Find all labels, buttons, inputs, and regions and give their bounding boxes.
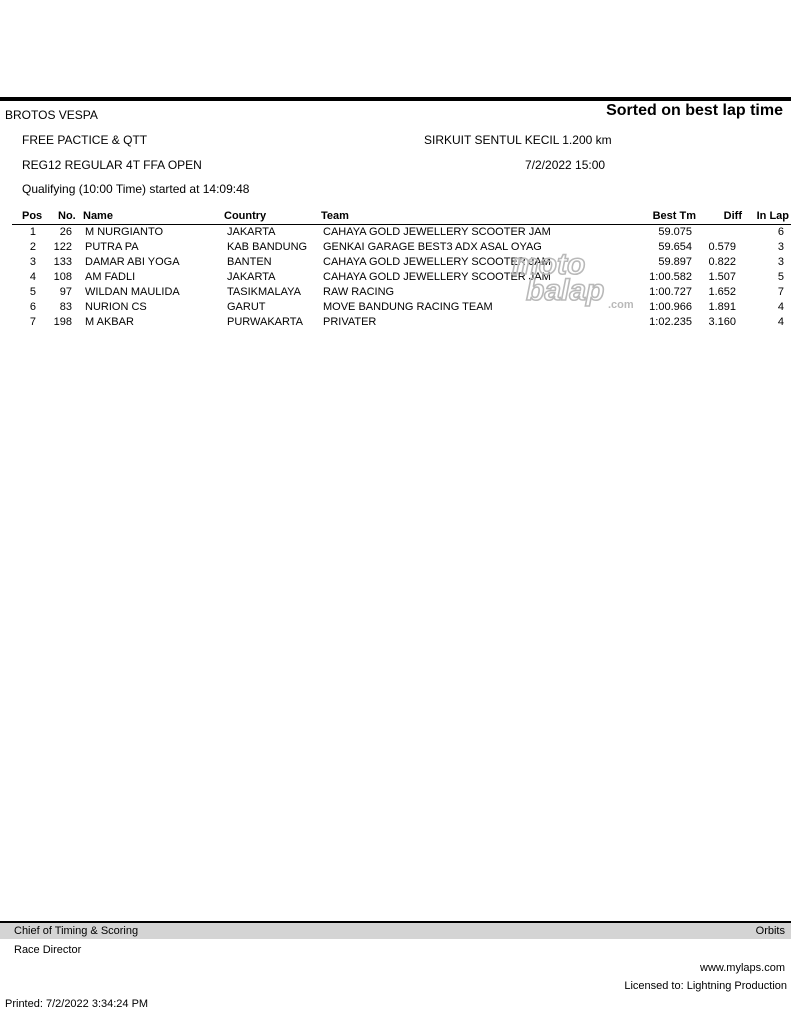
- cell-country: GARUT: [227, 301, 266, 313]
- cell-country: KAB BANDUNG: [227, 241, 308, 253]
- col-best: Best Tm: [652, 210, 696, 222]
- cell-team: PRIVATER: [323, 316, 377, 328]
- cell-pos: 2: [29, 241, 36, 253]
- cell-no: 108: [53, 271, 72, 283]
- watermark-suffix: .com: [608, 299, 634, 310]
- cell-diff: 1.507: [708, 271, 736, 283]
- col-team: Team: [321, 210, 349, 222]
- cell-country: JAKARTA: [227, 226, 276, 238]
- col-no: No.: [58, 210, 76, 222]
- licensed-to: Licensed to: Lightning Production: [624, 980, 787, 992]
- cell-diff: 3.160: [708, 316, 736, 328]
- chief-of-timing: Chief of Timing & Scoring: [14, 925, 139, 937]
- table-row: [0, 316, 791, 331]
- cell-best: 59.654: [658, 241, 692, 253]
- cell-best: 59.075: [658, 226, 692, 238]
- table-header: [0, 210, 791, 224]
- table-row: [0, 286, 791, 301]
- cell-inlap: 3: [777, 256, 784, 268]
- cell-team: CAHAYA GOLD JEWELLERY SCOOTER JAM: [323, 271, 551, 283]
- cell-no: 26: [59, 226, 72, 238]
- cell-inlap: 4: [777, 301, 784, 313]
- website-link[interactable]: www.mylaps.com: [700, 962, 785, 974]
- col-inlap: In Lap: [756, 210, 789, 222]
- cell-inlap: 4: [777, 316, 784, 328]
- table-row: [0, 241, 791, 256]
- cell-no: 198: [53, 316, 72, 328]
- cell-pos: 5: [29, 286, 36, 298]
- col-pos: Pos: [22, 210, 43, 222]
- cell-inlap: 7: [777, 286, 784, 298]
- cell-best: 1:00.727: [649, 286, 692, 298]
- race-director: Race Director: [14, 944, 82, 956]
- cell-pos: 3: [29, 256, 36, 268]
- top-rule: [0, 97, 791, 101]
- cell-country: JAKARTA: [227, 271, 276, 283]
- circuit-name: SIRKUIT SENTUL KECIL 1.200 km: [424, 133, 612, 147]
- cell-best: 1:02.235: [649, 316, 692, 328]
- cell-country: TASIKMALAYA: [227, 286, 301, 298]
- printed-timestamp: Printed: 7/2/2022 3:34:24 PM: [5, 998, 149, 1010]
- cell-team: MOVE BANDUNG RACING TEAM: [323, 301, 493, 313]
- cell-pos: 1: [29, 226, 36, 238]
- sort-label: Sorted on best lap time: [606, 102, 783, 119]
- cell-inlap: 5: [777, 271, 784, 283]
- cell-pos: 4: [29, 271, 36, 283]
- table-row: [0, 271, 791, 286]
- cell-inlap: 6: [777, 226, 784, 238]
- cell-team: CAHAYA GOLD JEWELLERY SCOOTER JAM: [323, 256, 551, 268]
- cell-no: 83: [59, 301, 72, 313]
- table-row: [0, 226, 791, 241]
- cell-name: NURION CS: [85, 301, 147, 313]
- session-datetime: 7/2/2022 15:00: [525, 158, 606, 172]
- cell-no: 122: [53, 241, 72, 253]
- cell-diff: 0.822: [708, 256, 736, 268]
- table-row: [0, 301, 791, 316]
- class-name: REG12 REGULAR 4T FFA OPEN: [22, 158, 202, 172]
- watermark-line2: balap: [526, 274, 605, 307]
- session-name: FREE PACTICE & QTT: [22, 133, 148, 147]
- cell-country: BANTEN: [227, 256, 272, 268]
- cell-best: 1:00.582: [649, 271, 692, 283]
- cell-name: WILDAN MAULIDA: [85, 286, 180, 298]
- orbits-label: Orbits: [755, 925, 785, 937]
- header-rule: [12, 224, 791, 225]
- cell-no: 133: [53, 256, 72, 268]
- table-row: [0, 256, 791, 271]
- watermark-logo: [508, 244, 644, 310]
- col-diff: Diff: [723, 210, 742, 222]
- cell-country: PURWAKARTA: [227, 316, 303, 328]
- cell-best: 1:00.966: [649, 301, 692, 313]
- col-country: Country: [224, 210, 267, 222]
- cell-team: GENKAI GARAGE BEST3 ADX ASAL OYAG: [323, 241, 542, 253]
- watermark-line1: moto: [512, 248, 586, 281]
- cell-diff: 0.579: [708, 241, 736, 253]
- cell-name: PUTRA PA: [85, 241, 139, 253]
- cell-name: DAMAR ABI YOGA: [85, 256, 180, 268]
- cell-no: 97: [59, 286, 72, 298]
- cell-diff: 1.652: [708, 286, 736, 298]
- event-name: BROTOS VESPA: [5, 108, 98, 122]
- cell-team: CAHAYA GOLD JEWELLERY SCOOTER JAM: [323, 226, 551, 238]
- results-table: [0, 226, 791, 331]
- cell-inlap: 3: [777, 241, 784, 253]
- cell-diff: 1.891: [708, 301, 736, 313]
- qualifying-info: Qualifying (10:00 Time) started at 14:09:48: [22, 182, 250, 196]
- cell-pos: 6: [29, 301, 36, 313]
- footer-bar: [0, 921, 791, 939]
- col-name: Name: [83, 210, 113, 222]
- cell-team: RAW RACING: [323, 286, 395, 298]
- cell-pos: 7: [29, 316, 36, 328]
- cell-name: AM FADLI: [85, 271, 136, 283]
- cell-name: M AKBAR: [85, 316, 134, 328]
- cell-best: 59.897: [658, 256, 692, 268]
- cell-name: M NURGIANTO: [85, 226, 164, 238]
